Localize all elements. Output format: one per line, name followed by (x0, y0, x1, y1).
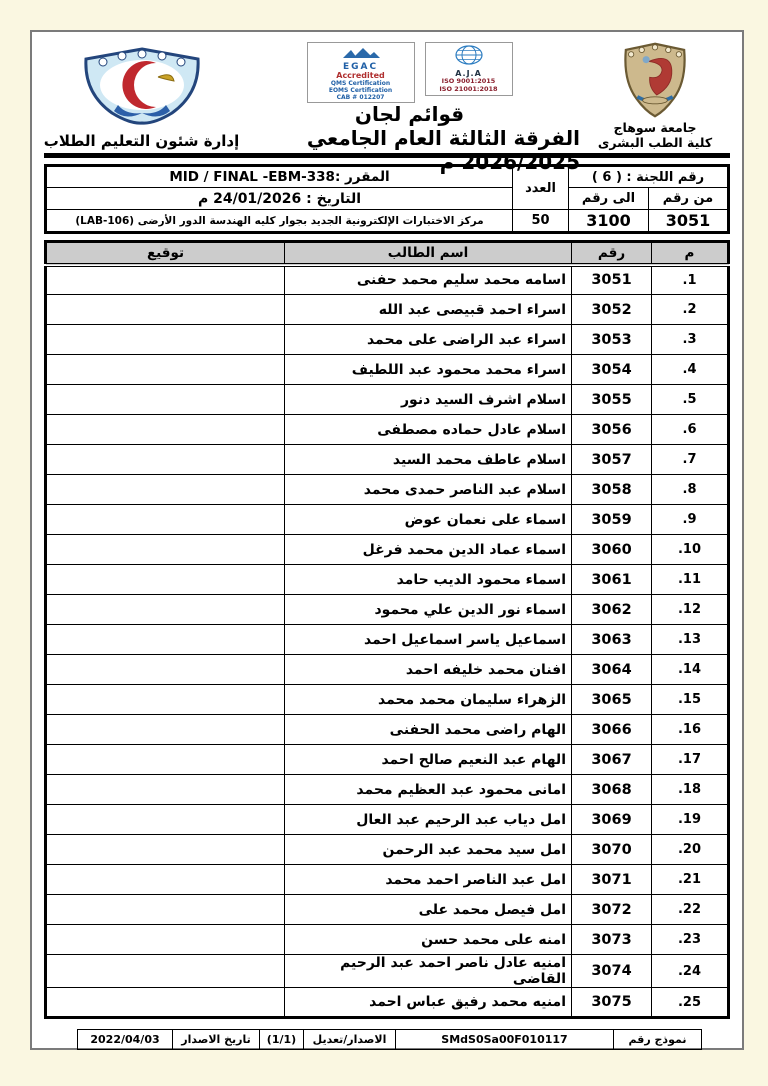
table-row (46, 895, 729, 925)
table-row (46, 805, 729, 835)
table-row (46, 505, 729, 535)
university-block (580, 42, 730, 150)
table-row (46, 265, 729, 295)
row-number: 3070 (572, 835, 652, 865)
row-student-name: امانى محمود عبد العظيم محمد (285, 775, 572, 805)
table-row (46, 745, 729, 775)
row-serial: 1. (652, 265, 729, 295)
header-name: اسم الطالب (285, 242, 572, 265)
row-signature (46, 265, 285, 295)
table-row (46, 865, 729, 895)
header-signature: توقيع (46, 242, 285, 265)
row-number: 3064 (572, 655, 652, 685)
row-number: 3071 (572, 865, 652, 895)
row-signature (46, 895, 285, 925)
accreditation-logos (307, 42, 513, 100)
aja-globe-icon (454, 44, 484, 66)
row-number: 3073 (572, 925, 652, 955)
row-serial: 4. (652, 355, 729, 385)
row-student-name: الهام عبد النعيم صالح احمد (285, 745, 572, 775)
row-serial: 15. (652, 685, 729, 715)
row-number: 3054 (572, 355, 652, 385)
table-row (46, 595, 729, 625)
row-signature (46, 775, 285, 805)
row-serial: 5. (652, 385, 729, 415)
row-signature (46, 475, 285, 505)
title-block (239, 42, 580, 174)
to-number-label: الى رقم (569, 188, 649, 210)
exam-date: التاريخ : 24/01/2026 م (46, 188, 513, 210)
row-student-name: اسلام اشرف السيد دنور (285, 385, 572, 415)
row-serial: 22. (652, 895, 729, 925)
egac-accredited-label: Accredited (336, 71, 385, 80)
table-row (46, 385, 729, 415)
row-serial: 16. (652, 715, 729, 745)
form-footer-table (77, 1029, 702, 1050)
student-affairs-block (44, 42, 239, 150)
egac-cert-line2: EOMS Certification (328, 86, 393, 94)
row-signature (46, 835, 285, 865)
committee-number: رقم اللجنة : ( 6 ) (569, 166, 729, 188)
row-signature (46, 955, 285, 988)
student-table (44, 240, 730, 1019)
row-number: 3075 (572, 988, 652, 1018)
university-name: جامعة سوهاج (613, 120, 697, 135)
exam-location: مركز الاختبارات الإلكترونية الجديد بجوار كليه الهندسة الدور الأرضى (LAB-106) (46, 210, 513, 233)
row-student-name: اسماعيل ياسر اسماعيل احمد (285, 625, 572, 655)
row-number: 3051 (572, 265, 652, 295)
row-signature (46, 925, 285, 955)
row-serial: 25. (652, 988, 729, 1018)
row-student-name: الهام راضى محمد الحفنى (285, 715, 572, 745)
row-signature (46, 625, 285, 655)
count-value: 50 (513, 210, 569, 233)
row-number: 3068 (572, 775, 652, 805)
row-number: 3057 (572, 445, 652, 475)
row-number: 3063 (572, 625, 652, 655)
egac-cert-line1: QMS Certification (330, 79, 391, 87)
table-row (46, 955, 729, 988)
row-student-name: امنه على محمد حسن (285, 925, 572, 955)
aja-iso-line1: ISO 9001:2015 (441, 77, 496, 85)
row-number: 3060 (572, 535, 652, 565)
table-row (46, 475, 729, 505)
row-signature (46, 325, 285, 355)
egac-name: EGAC (342, 62, 379, 72)
table-row (46, 835, 729, 865)
to-number-value: 3100 (569, 210, 649, 233)
row-signature (46, 535, 285, 565)
row-number: 3055 (572, 385, 652, 415)
row-signature (46, 385, 285, 415)
row-number: 3074 (572, 955, 652, 988)
row-student-name: افنان محمد خليفه احمد (285, 655, 572, 685)
row-signature (46, 655, 285, 685)
from-number-value: 3051 (649, 210, 729, 233)
course-code: المقرر :MID / FINAL -EBM-338 (46, 166, 513, 188)
table-row (46, 565, 729, 595)
row-signature (46, 988, 285, 1018)
row-serial: 23. (652, 925, 729, 955)
issue-date-value: 2022/04/03 (78, 1030, 173, 1050)
issue-value: (1/1) (260, 1030, 304, 1050)
row-serial: 8. (652, 475, 729, 505)
count-label: العدد (513, 166, 569, 210)
row-serial: 21. (652, 865, 729, 895)
egac-accreditation-badge (307, 42, 415, 103)
row-signature (46, 805, 285, 835)
row-number: 3056 (572, 415, 652, 445)
row-serial: 20. (652, 835, 729, 865)
row-signature (46, 445, 285, 475)
student-affairs-label: إدارة شئون التعليم الطلاب (43, 132, 240, 150)
row-number: 3072 (572, 895, 652, 925)
aja-accreditation-badge (425, 42, 513, 96)
row-serial: 9. (652, 505, 729, 535)
egac-mountains-icon (341, 47, 381, 59)
row-student-name: امنيه محمد رفيق عباس احمد (285, 988, 572, 1018)
row-student-name: اسلام عاطف محمد السيد (285, 445, 572, 475)
row-signature (46, 295, 285, 325)
row-number: 3065 (572, 685, 652, 715)
issue-label: الاصدار/تعديل (304, 1030, 396, 1050)
row-signature (46, 685, 285, 715)
row-student-name: اسلام عبد الناصر حمدى محمد (285, 475, 572, 505)
table-row (46, 325, 729, 355)
row-number: 3066 (572, 715, 652, 745)
row-serial: 17. (652, 745, 729, 775)
row-signature (46, 865, 285, 895)
table-row (46, 625, 729, 655)
row-student-name: اسماء عماد الدين محمد فرغل (285, 535, 572, 565)
row-student-name: اسامه محمد سليم محمد حفنى (285, 265, 572, 295)
row-number: 3053 (572, 325, 652, 355)
table-row (46, 685, 729, 715)
table-row (46, 445, 729, 475)
row-signature (46, 745, 285, 775)
faculty-name: كلية الطب البشرى (597, 135, 713, 150)
row-student-name: امل سيد محمد عبد الرحمن (285, 835, 572, 865)
table-row (46, 988, 729, 1018)
table-row (46, 355, 729, 385)
table-row (46, 295, 729, 325)
row-student-name: اسراء عبد الراضى على محمد (285, 325, 572, 355)
row-serial: 18. (652, 775, 729, 805)
row-serial: 10. (652, 535, 729, 565)
row-serial: 6. (652, 415, 729, 445)
row-student-name: امل فيصل محمد على (285, 895, 572, 925)
row-serial: 19. (652, 805, 729, 835)
row-signature (46, 565, 285, 595)
row-number: 3069 (572, 805, 652, 835)
row-number: 3067 (572, 745, 652, 775)
document-subtitle: الفرقة الثالثة العام الجامعي 2026/2025 م (306, 126, 580, 174)
row-number: 3059 (572, 505, 652, 535)
table-row (46, 925, 729, 955)
row-student-name: اسماء محمود الديب حامد (285, 565, 572, 595)
document-title: قوائم لجان (354, 102, 465, 126)
university-logo-icon (619, 42, 691, 118)
issue-date-label: تاريخ الاصدار (173, 1030, 260, 1050)
row-serial: 24. (652, 955, 729, 988)
table-row (46, 535, 729, 565)
row-number: 3061 (572, 565, 652, 595)
table-row (46, 775, 729, 805)
table-row (46, 715, 729, 745)
committee-list-page (30, 30, 744, 1050)
row-signature (46, 595, 285, 625)
form-number-value: SMdS0Sa00F010117 (396, 1030, 614, 1050)
row-number: 3058 (572, 475, 652, 505)
row-serial: 13. (652, 625, 729, 655)
header-serial: م (652, 242, 729, 265)
row-serial: 14. (652, 655, 729, 685)
student-table-header-row (46, 242, 729, 265)
row-signature (46, 355, 285, 385)
row-student-name: اسماء على نعمان عوض (285, 505, 572, 535)
row-signature (46, 415, 285, 445)
row-student-name: اسراء محمد محمود عبد اللطيف (285, 355, 572, 385)
student-rows (46, 265, 729, 1018)
row-number: 3062 (572, 595, 652, 625)
row-student-name: اسراء احمد قبيصى عبد الله (285, 295, 572, 325)
row-student-name: امنيه عادل ناصر احمد عبد الرحيم القاضى (285, 955, 572, 988)
header-number: رقم (572, 242, 652, 265)
row-signature (46, 505, 285, 535)
table-row (46, 415, 729, 445)
aja-iso-line2: ISO 21001:2018 (439, 84, 498, 93)
egac-cert-line3: CAB # 012207 (336, 93, 385, 101)
row-serial: 2. (652, 295, 729, 325)
form-number-label: نموذج رقم (614, 1030, 702, 1050)
row-signature (46, 715, 285, 745)
row-student-name: الزهراء سليمان محمد محمد (285, 685, 572, 715)
row-student-name: اسماء نور الدين علي محمود (285, 595, 572, 625)
row-student-name: امل دياب عبد الرحيم عبد العال (285, 805, 572, 835)
row-serial: 7. (652, 445, 729, 475)
row-student-name: امل عبد الناصر احمد محمد (285, 865, 572, 895)
row-serial: 12. (652, 595, 729, 625)
page-header (43, 42, 730, 174)
row-number: 3052 (572, 295, 652, 325)
exam-info-table (44, 164, 730, 234)
student-affairs-logo-icon (78, 47, 206, 129)
aja-name: A.J.A (455, 69, 482, 78)
row-serial: 11. (652, 565, 729, 595)
from-number-label: من رقم (649, 188, 729, 210)
table-row (46, 655, 729, 685)
row-student-name: اسلام عادل حماده مصطفى (285, 415, 572, 445)
row-serial: 3. (652, 325, 729, 355)
